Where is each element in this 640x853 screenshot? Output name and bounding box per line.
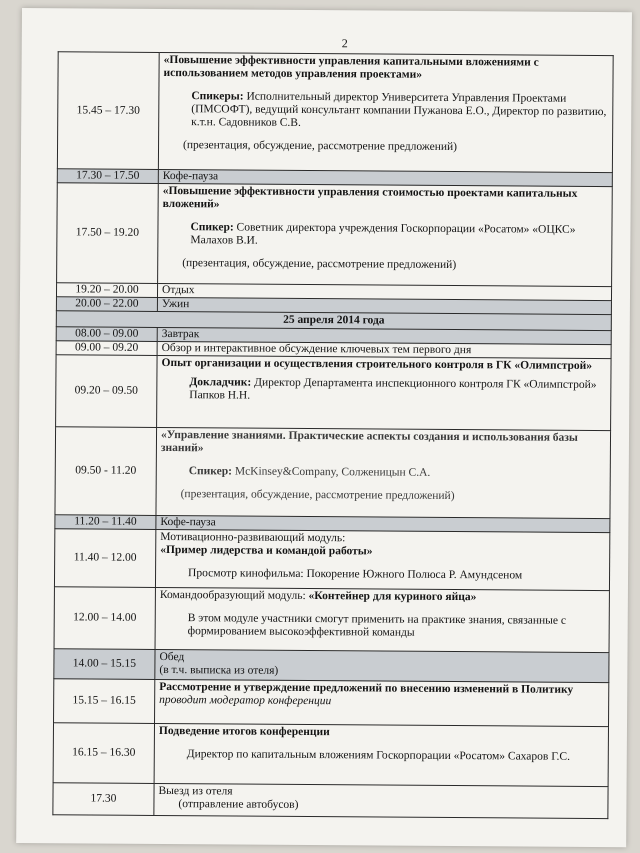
time-cell: 09.50 - 11.20 xyxy=(55,427,157,516)
session-title: Опыт организации и осуществления строительного контроля в ГК «Олимпстрой» xyxy=(161,356,593,372)
module-type: Командообразующий модуль: xyxy=(159,588,306,602)
speaker-label: Спикер: xyxy=(188,465,233,478)
time-cell: 11.20 – 11.40 xyxy=(55,515,156,530)
speaker-label: Спикер: xyxy=(190,221,234,234)
session-note: (презентация, обсуждение, рассмотрение предложений) xyxy=(182,257,457,272)
schedule-row xyxy=(54,587,609,653)
schedule-row xyxy=(53,723,608,787)
speaker-text: McKinsey&Company, Солженицын С.А. xyxy=(234,465,431,479)
module-type: Мотивационно-развивающий модуль: xyxy=(160,530,346,545)
session-cell xyxy=(154,723,608,786)
schedule-row xyxy=(54,529,609,591)
time-cell: 17.50 – 19.20 xyxy=(57,183,159,284)
session-moderator: проводит модератор конференции xyxy=(159,693,332,708)
schedule-row xyxy=(54,679,609,727)
schedule-row xyxy=(54,649,609,683)
schedule-row xyxy=(57,52,613,173)
session-cell xyxy=(158,183,613,286)
session-title: «Управление знаниями. Практические аспекты создания и использования базы знаний» xyxy=(160,428,578,455)
activity-cell: Завтрак xyxy=(157,327,611,344)
module-title: «Пример лидерства и командой работы» xyxy=(160,543,373,558)
time-cell: 08.00 – 09.00 xyxy=(56,327,157,342)
time-cell: 15.15 – 16.15 xyxy=(54,679,155,724)
lunch-label: Обед xyxy=(159,650,185,664)
session-title: Рассмотрение и утверждение предложений по внесению изменений в Политику xyxy=(159,680,574,696)
schedule-row xyxy=(55,427,611,519)
speaker-label: Докладчик: xyxy=(189,376,252,389)
speakers-label: Спикеры: xyxy=(191,90,244,103)
time-cell: 15.45 – 17.30 xyxy=(57,52,159,170)
schedule-row xyxy=(53,783,608,819)
time-cell: 17.30 – 17.50 xyxy=(57,169,158,184)
session-note: (презентация, обсуждение, рассмотрение предложений) xyxy=(183,139,458,154)
session-title: «Повышение эффективности управления капитальными вложениями с использованием методов управления проектами» xyxy=(163,53,539,81)
schedule-row xyxy=(57,183,613,287)
session-speaker: Директор по капитальным вложениям Госкорпорации «Росатом» Сахаров Г.С. xyxy=(186,748,571,763)
departure-label: Выезд из отеля xyxy=(158,784,233,798)
activity-cell: Отдых xyxy=(157,283,611,300)
speaker-text: Советник директора учреждения Госкорпорации «Росатом» «ОЦКС» Малахов В.И. xyxy=(190,221,576,247)
time-cell: 09.00 – 09.20 xyxy=(56,341,157,356)
time-cell: 16.15 – 16.30 xyxy=(53,723,154,784)
module-description: В этом модуле участники смогут применить на практике знания, связанные с формированием высокоэффективной команды xyxy=(187,612,567,639)
break-cell: Кофе-пауза xyxy=(158,169,612,186)
session-cell xyxy=(155,679,609,726)
session-note: (презентация, обсуждение, рассмотрение предложений) xyxy=(180,488,455,503)
time-cell: 20.00 – 22.00 xyxy=(56,297,157,312)
session-cell xyxy=(156,427,611,518)
session-title: Подведение итогов конференции xyxy=(158,724,330,739)
speaker-text: Директор Департамента инспекционного контроля ГК «Олимпстрой» Папков Н.Н. xyxy=(189,376,597,402)
page-number: 2 xyxy=(341,36,348,51)
time-cell: 17.30 xyxy=(53,783,154,816)
time-cell: 12.00 – 14.00 xyxy=(54,587,155,650)
lunch-cell xyxy=(155,649,609,682)
time-cell: 14.00 – 15.15 xyxy=(54,649,155,680)
departure-cell xyxy=(154,783,608,818)
speakers-text: Исполнительный директор Университета Управления Проектами (ПМСОФТ), ведущий консультант компании Пужанова Е.О., Директор по развитию, к.т.н. Садовников С.В. xyxy=(191,90,607,129)
module-cell xyxy=(155,529,609,590)
time-cell: 11.40 – 12.00 xyxy=(54,529,155,588)
module-cell xyxy=(155,587,609,652)
time-cell: 19.20 – 20.00 xyxy=(56,283,157,298)
session-cell xyxy=(157,355,611,430)
session-title: «Повышение эффективности управления стоимостью проектами капитальных вложений» xyxy=(162,184,578,211)
activity-cell: Ужин xyxy=(157,297,611,314)
module-description: Просмотр кинофильма: Покорение Южного Полюса Р. Амундсеном xyxy=(188,567,523,582)
time-cell: 09.20 – 09.50 xyxy=(56,355,158,428)
document-page xyxy=(16,8,632,847)
schedule-row xyxy=(56,355,611,431)
module-title: «Контейнер для куриного яйца» xyxy=(308,590,477,604)
departure-note: (отправление автобусов) xyxy=(178,798,299,811)
session-cell xyxy=(158,52,613,172)
activity-cell: Обзор и интерактивное обсуждение ключевых тем первого дня xyxy=(157,341,611,358)
lunch-note: (в т.ч. выписка из отеля) xyxy=(159,663,279,677)
break-cell: Кофе-пауза xyxy=(156,515,610,532)
schedule-table xyxy=(52,51,613,819)
date-heading: 25 апреля 2014 года xyxy=(56,311,611,331)
